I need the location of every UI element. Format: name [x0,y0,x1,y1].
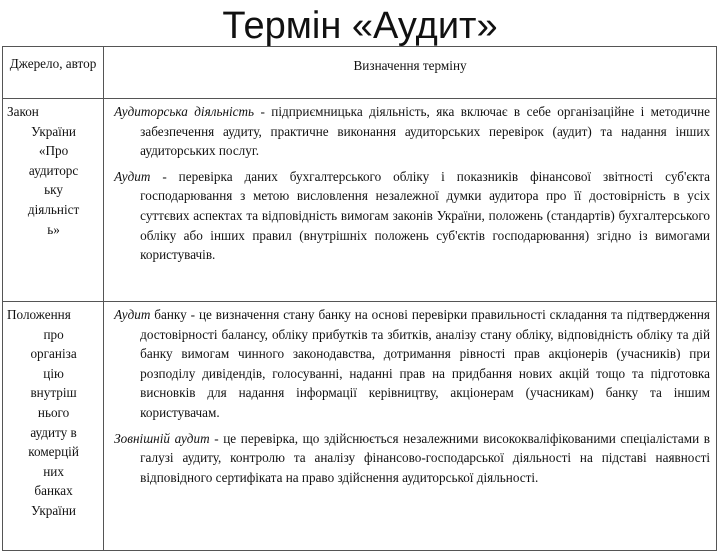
source-line: Закон [7,104,39,119]
source-line: комерцій [28,444,79,460]
definition-entry [114,102,710,161]
source-line: внутріш [30,385,77,401]
term-definition: банку - це визначення стану банку на основі перевірки правильності складання та підтвердження достовірності балансу, обліку прибутків та збитків, аналізу стану обліку, відповідність обліку та дій банку вимогам чинного законодавства, дотримання рівності прав акціонерів (учасників) при розподілу дивідендів, голосуванні, наданні прав на придбання нових акцій тощо та підготовка висновків для надання інформації керівництву, акціонерам (учасникам) банку та іншим користувачам. [140,307,710,420]
term-name: Зовнішній аудит [114,430,210,446]
table-row [3,99,717,302]
source-line: про [43,326,64,342]
source-line: України [31,502,76,518]
term-definition: - це перевірка, що здійснюється незалежними висококваліфікованими спеціалістами в галузі аудиту, контролю та аналізу фінансово-господарської діяльності на підставі наявності відповідного сертифіката на право здійснення аудиторської діяльності. [140,430,710,485]
table-row [3,302,717,551]
source-line: Положення [7,307,71,322]
term-name: Аудит [114,307,151,322]
definition-cell [104,302,717,551]
source-line: цію [43,365,64,381]
definition-entry [114,167,710,265]
source-line: аудиту в [30,424,77,440]
source-cell [3,99,104,302]
source-line: діяльніст [27,201,80,217]
term-definition: - підприємницька діяльність, яка включає в себе організаційне і методичне забезпечення аудиту, практичне виконання аудиторських перевірок (аудит) та надання інших аудиторських послуг. [140,104,710,159]
source-cell [3,302,104,551]
definitions-table [2,46,717,551]
term-name: Аудит [114,168,151,184]
header-source: Джерело, автор [3,47,104,99]
source-line: ь» [47,221,60,237]
table-header-row [3,47,717,99]
header-definition: Визначення терміну [104,47,717,99]
source-line: організа [30,346,77,362]
page-title: Термін «Аудит» [222,5,498,47]
definition-cell [104,99,717,302]
source-line: ьку [44,182,63,198]
term-definition: - перевірка даних бухгалтерського обліку і показників фінансової звітності суб'єкта господарювання з метою висловлення незалежної думки аудитора про її достовірність в усіх суттєвих аспектах та відповідність вимогам законів України, положень (стандартів) бухгалтерського обліку або інших правил (внутрішніх положень суб'єктів господарювання) згідно із вимогами користувачів. [140,168,710,263]
term-name: Аудиторська діяльність [114,104,255,119]
source-line: «Про [38,143,69,159]
source-line: нього [37,404,70,420]
definition-entry [114,429,710,488]
definition-entry [114,305,710,423]
source-line: банках [34,483,73,499]
source-line: України [31,123,76,139]
source-line: аудиторс [28,162,79,178]
source-line: них [43,463,64,479]
